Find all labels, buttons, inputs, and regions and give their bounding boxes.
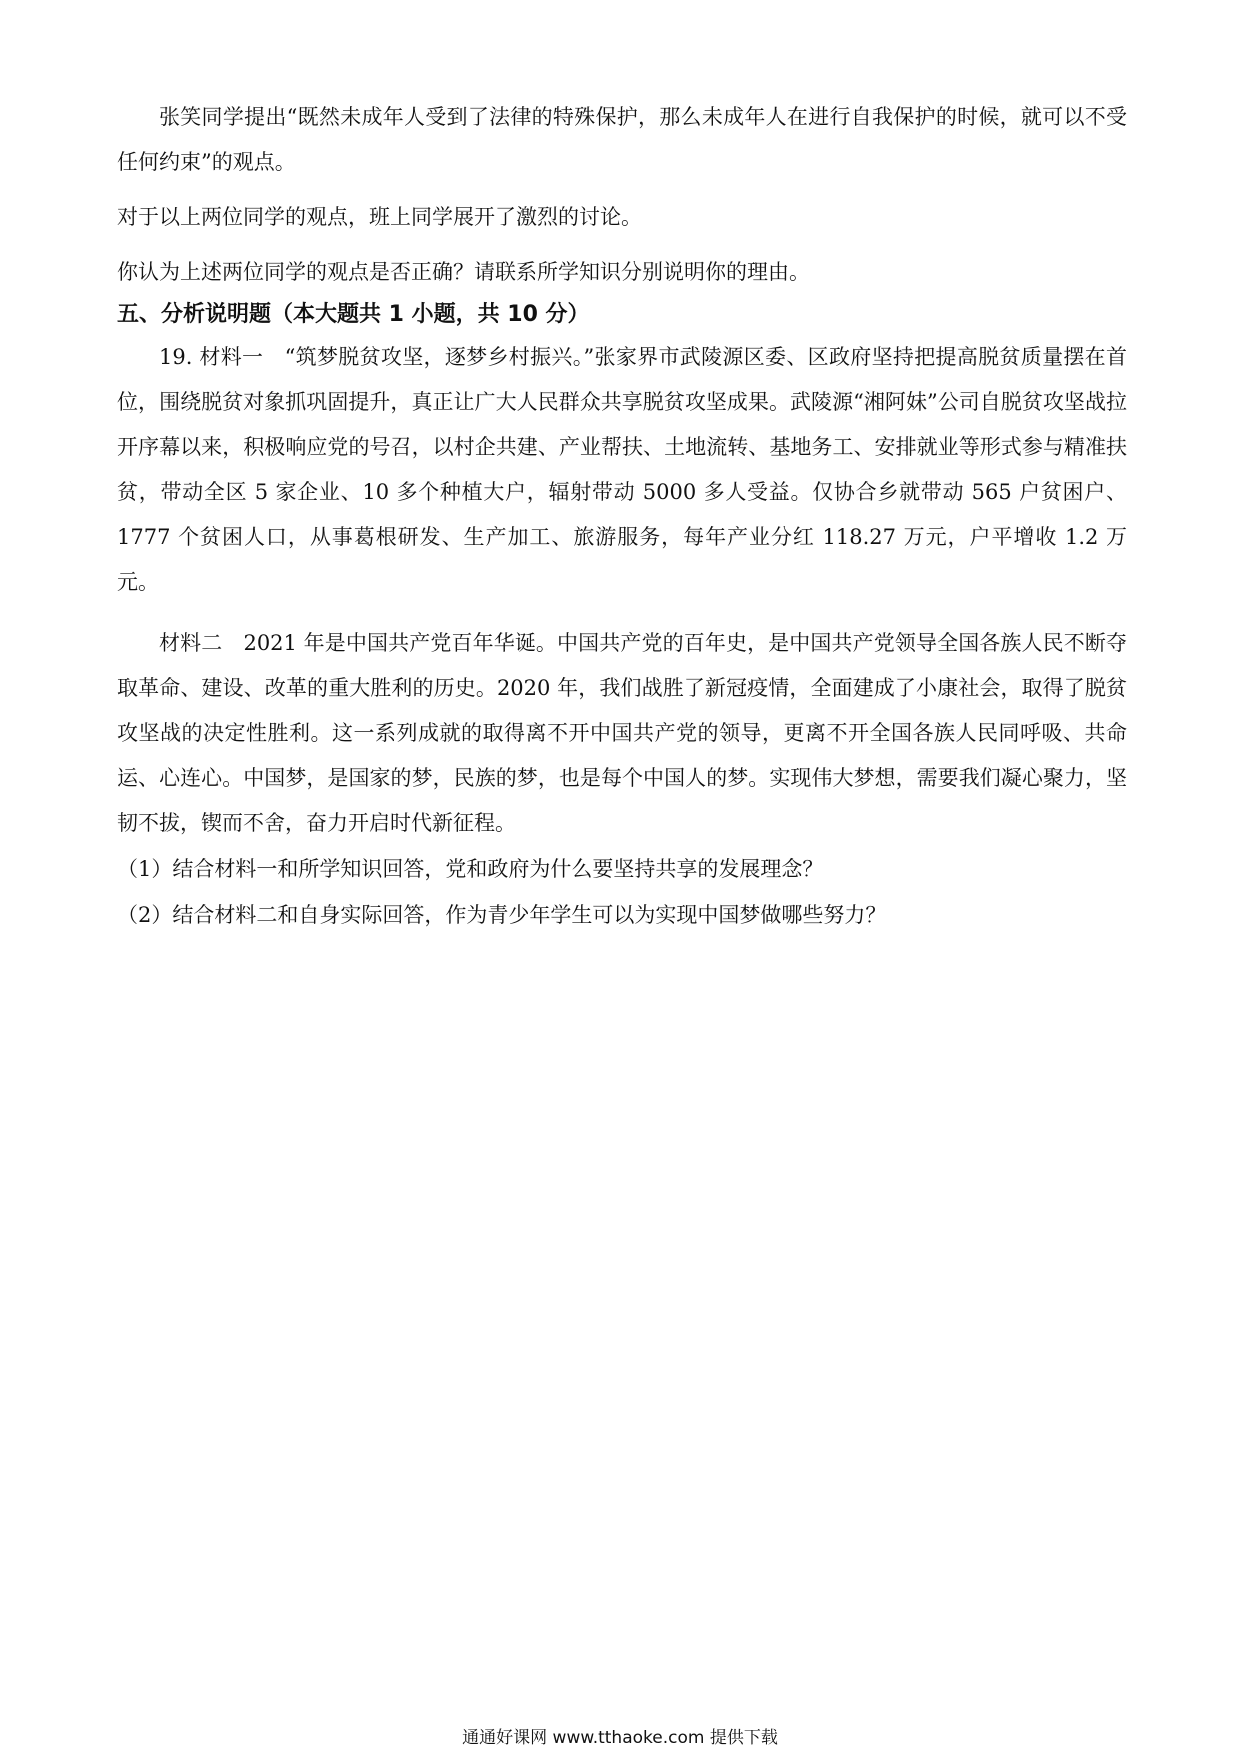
question-one: （1）结合材料一和所学知识回答，党和政府为什么要坚持共享的发展理念？	[117, 857, 824, 881]
question-two: （2）结合材料二和自身实际回答，作为青少年学生可以为实现中国梦做哪些努力？	[117, 903, 887, 927]
spacer	[117, 605, 1127, 621]
spacer	[117, 185, 1127, 195]
intro-paragraph-viewpoint: 张笑同学提出“既然未成年人受到了法律的特殊保护，那么未成年人在进行自我保护的时候，就可以不受任何约束”的观点。	[117, 105, 1127, 174]
material-two-paragraph: 材料二 2021 年是中国共产党百年华诞。中国共产党的百年史，是中国共产党领导全国各族人民不断夺取革命、建设、改革的重大胜利的历史。2020 年，我们战胜了新冠疫情，全面建成了小康社会，取得了脱贫攻坚战的决定性胜利。这一系列成就的取得离不开中国共产党的领导，更离不开全国各族人民同呼吸、共命运、心连心。中国梦，是国家的梦，民族的梦，也是每个中国人的梦。实现伟大梦想，需要我们凝心聚力，坚韧不拔，锲而不舍，奋力开启时代新征程。	[117, 631, 1127, 835]
spacer	[117, 240, 1127, 250]
intro-paragraph-question: 你认为上述两位同学的观点是否正确？请联系所学知识分别说明你的理由。	[117, 260, 810, 284]
footer-source: 通通好课网 www.tthaoke.com 提供下载	[462, 1728, 778, 1748]
document-page	[117, 95, 1127, 938]
material-one-paragraph: 19. 材料一 “筑梦脱贫攻坚，逐梦乡村振兴。”张家界市武陵源区委、区政府坚持把提高脱贫质量摆在首位，围绕脱贫对象抓巩固提升，真正让广大人民群众共享脱贫攻坚成果。武陵源“湘阿妹”公司自脱贫攻坚战拉开序幕以来，积极响应党的号召，以村企共建、产业帮扶、土地流转、基地务工、安排就业等形式参与精准扶贫，带动全区 5 家企业、10 多个种植大户，辐射带动 5000 多人受益。仅协合乡就带动 565 户贫困户、1777 个贫困人口，从事葛根研发、生产加工、旅游服务，每年产业分红 118.27 万元，户平增收 1.2 万元。	[117, 345, 1127, 594]
intro-paragraph-discussion: 对于以上两位同学的观点，班上同学展开了激烈的讨论。	[117, 205, 642, 229]
section-title: 五、分析说明题（本大题共 1 小题，共 10 分）	[117, 302, 590, 327]
